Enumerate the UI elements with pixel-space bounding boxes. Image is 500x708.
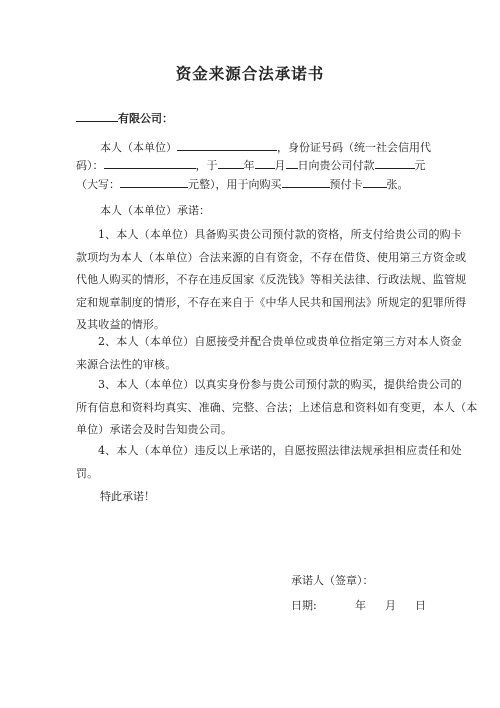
intro-text: 月 (274, 159, 286, 172)
day-blank[interactable] (286, 157, 298, 169)
item-line: 定和规章制度的情形，不存在来自于《中华人民共和国刑法》所规定的犯罪所得 (76, 295, 467, 309)
intro-line-1 (100, 139, 431, 155)
pledge-item-1 (76, 228, 467, 341)
name-blank[interactable] (177, 139, 277, 151)
signature-label: 承诺人（签章）： (291, 574, 374, 587)
pledge-item-3 (76, 378, 478, 446)
intro-line-3 (76, 176, 409, 192)
item-line: 2、本人（本单位）自愿接受并配合贵单位或贵单位指定第三方对本人资金 (98, 335, 462, 348)
intro-text: 张。 (386, 178, 409, 191)
addressee-line (76, 110, 173, 126)
item-line: 及其收益的情形。 (76, 318, 166, 331)
item-line: 款项均为本人（本单位）合法来源的自有资金，不存在借贷、使用第三方资金或 (76, 250, 467, 264)
card-type-blank[interactable] (282, 176, 330, 188)
intro-text: （大写： (76, 178, 120, 191)
item-line: 1、本人（本单位）具备购买贵公司预付款的资格，所支付给贵公司的购卡 (98, 228, 462, 241)
month-blank[interactable] (255, 157, 275, 169)
amount-words-blank[interactable] (120, 176, 188, 188)
item-line: 3、本人（本单位）以真实身份参与贵公司预付款的购买，提供给贵公司的 (98, 378, 462, 391)
year-blank[interactable] (218, 157, 244, 169)
date-label: 日期: (291, 599, 317, 612)
intro-text: 码）： (76, 159, 104, 172)
id-number-blank[interactable] (104, 157, 196, 169)
intro-text: 年 (243, 159, 255, 172)
intro-text: 本人（本单位） (100, 141, 177, 154)
intro-text: 日向贵公司付款 (297, 159, 375, 172)
item-line: 来源合法性的审核。 (76, 357, 177, 371)
intro-text: 预付卡 (329, 178, 363, 191)
intro-text: ，身份证号码（统一社会信用代 (277, 141, 431, 154)
item-line: 所有信息和资料均真实、准确、完整、合法；上述信息和资料如有变更，本人（本 (76, 400, 478, 414)
intro-text: 元整），用于向购买 (188, 178, 282, 191)
date-month: 月 (385, 599, 396, 612)
pledge-item-2 (76, 335, 462, 380)
intro-text: ，于 (195, 159, 218, 172)
item-line: 4、本人（本单位）违反以上承诺的，自愿按照法律法规承担相应责任和处 (98, 444, 462, 457)
intro-text: 元 (414, 159, 426, 172)
date-day: 日 (415, 599, 426, 612)
item-line: 单位）承诺会及时告知贵公司。 (76, 423, 233, 436)
document-title: 资金来源合法承诺书 (175, 65, 325, 83)
amount-blank[interactable] (375, 157, 415, 169)
closing-text: 特此承诺！ (100, 490, 155, 503)
item-line: 代他人购买的情形，不存在违反国家《反洗钱》等相关法律、行政法规、监管规 (76, 273, 467, 286)
addressee-label: 有限公司： (118, 112, 173, 125)
item-line: 罚。 (76, 466, 99, 480)
date-year: 年 (355, 599, 366, 612)
pledge-item-4 (76, 444, 462, 489)
pledge-header: 本人（本单位）承诺： (100, 204, 210, 217)
intro-line-2 (76, 157, 426, 173)
company-name-blank[interactable] (76, 110, 118, 122)
card-count-blank[interactable] (363, 176, 387, 188)
